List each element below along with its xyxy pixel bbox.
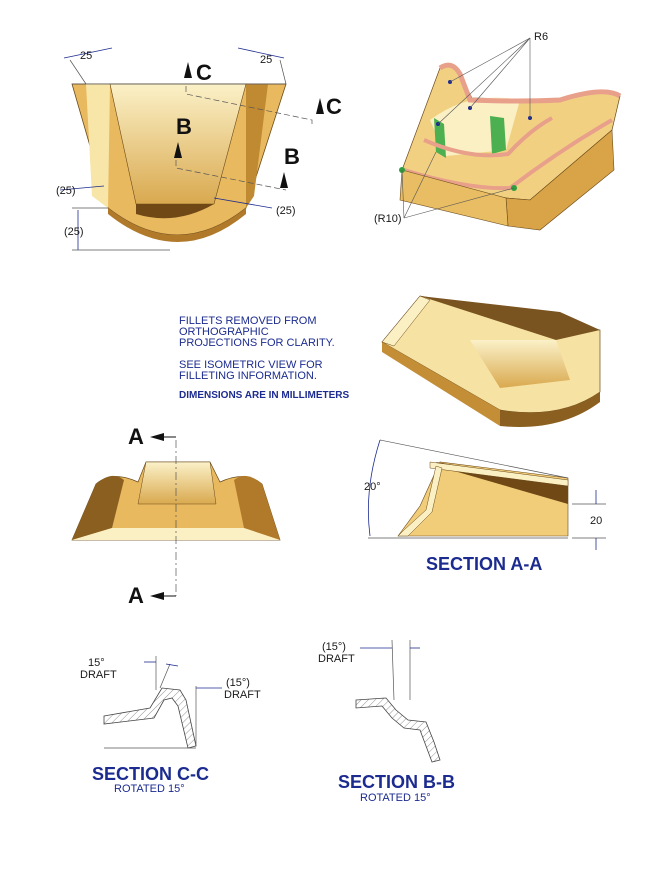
cc-draft-right-angle: (15°) xyxy=(226,677,250,689)
note-line-1: FILLETS REMOVED FROM xyxy=(179,315,317,327)
dim-bottom-right: (25) xyxy=(276,205,296,217)
note-line-3: PROJECTIONS FOR CLARITY. xyxy=(179,337,335,349)
height-20: 20 xyxy=(590,515,603,527)
front-view xyxy=(72,424,280,608)
label-r10: (R10) xyxy=(374,213,402,225)
dim-left-low: (25) xyxy=(64,226,84,238)
note-line-4: SEE ISOMETRIC VIEW FOR xyxy=(179,359,323,371)
label-b-right: B xyxy=(284,144,300,169)
dim-left-mid: (25) xyxy=(56,185,76,197)
top-view xyxy=(56,48,342,250)
cc-draft-left-word: DRAFT xyxy=(80,669,117,681)
label-c-top: C xyxy=(196,60,212,85)
angle-20: 20° xyxy=(364,481,381,493)
label-a-top: A xyxy=(128,424,144,449)
note-line-6: DIMENSIONS ARE IN MILLIMETERS xyxy=(179,390,350,401)
section-cc-subtitle: ROTATED 15° xyxy=(114,783,185,795)
section-cc-view xyxy=(80,656,261,795)
dim-top-left: 25 xyxy=(80,50,93,62)
notes-block xyxy=(179,315,350,401)
section-cc-title: SECTION C-C xyxy=(92,764,209,784)
dim-top-right: 25 xyxy=(260,54,273,66)
section-bb-title: SECTION B-B xyxy=(338,772,455,792)
bb-draft-angle: (15°) xyxy=(322,641,346,653)
cc-draft-left-angle: 15° xyxy=(88,657,105,669)
section-aa-view xyxy=(364,440,606,574)
section-bb-subtitle: ROTATED 15° xyxy=(360,792,431,804)
sectioned-iso-view xyxy=(382,296,600,427)
label-b-left: B xyxy=(176,114,192,139)
section-bb-view xyxy=(318,640,455,804)
isometric-view xyxy=(374,31,620,230)
note-line-5: FILLETING INFORMATION. xyxy=(179,370,317,382)
label-a-bottom: A xyxy=(128,583,144,608)
section-aa-title: SECTION A-A xyxy=(426,554,543,574)
label-r6: R6 xyxy=(534,31,549,43)
label-c-right: C xyxy=(326,94,342,119)
cc-draft-right-word: DRAFT xyxy=(224,689,261,701)
note-line-2: ORTHOGRAPHIC xyxy=(179,326,269,338)
bb-draft-word: DRAFT xyxy=(318,653,355,665)
